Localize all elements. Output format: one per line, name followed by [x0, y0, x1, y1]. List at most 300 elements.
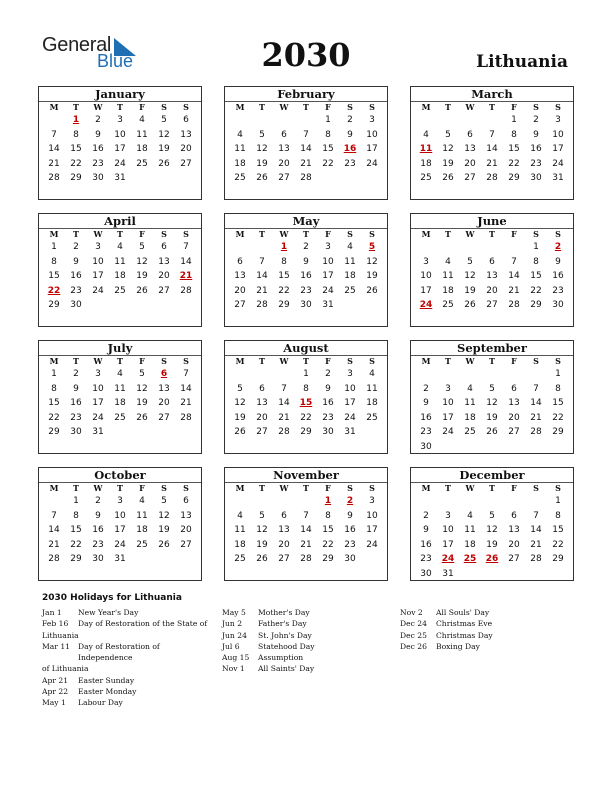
day: 30	[530, 173, 542, 184]
day: 26	[256, 554, 268, 565]
day: 2	[533, 115, 539, 125]
day: 23	[70, 412, 82, 423]
day: 30	[420, 568, 432, 579]
day: 14	[48, 144, 60, 155]
day: 1	[73, 496, 79, 506]
day: 17	[420, 285, 432, 296]
empty-cell	[43, 113, 65, 128]
empty-cell	[437, 494, 459, 509]
day: 20	[234, 285, 246, 296]
holiday-date: Nov 1	[222, 664, 245, 674]
day: 20	[180, 525, 192, 536]
weekday-header	[225, 102, 387, 113]
days-grid	[411, 367, 573, 455]
holiday-entry	[42, 686, 214, 697]
weekday-label: S	[161, 102, 167, 112]
day: 14	[300, 525, 312, 536]
day: 28	[180, 285, 192, 296]
day: 8	[555, 510, 561, 521]
day: 19	[234, 412, 246, 423]
holiday-name: Assumption	[258, 653, 304, 663]
day: 27	[158, 412, 170, 423]
weekday-header	[225, 356, 387, 367]
day: 11	[136, 510, 148, 521]
day: 19	[158, 144, 170, 155]
day: 20	[278, 539, 290, 550]
day: 9	[555, 256, 561, 267]
day: 29	[48, 427, 60, 438]
holiday-name: Easter Sunday	[78, 675, 135, 685]
empty-cell	[295, 494, 317, 509]
day: 30	[322, 427, 334, 438]
weekday-label: S	[161, 483, 167, 493]
weekday-header	[225, 483, 387, 494]
day: 5	[489, 383, 495, 394]
days-grid	[39, 113, 201, 186]
empty-cell	[251, 494, 273, 509]
day: 28	[180, 412, 192, 423]
holiday-day: 2	[554, 242, 562, 252]
day: 21	[486, 158, 498, 169]
day: 11	[464, 525, 476, 536]
day: 21	[508, 285, 520, 296]
day: 27	[278, 173, 290, 184]
day: 15	[530, 271, 542, 282]
holiday-entry	[222, 630, 392, 641]
day: 19	[256, 539, 268, 550]
day: 20	[508, 412, 520, 423]
holiday-column	[222, 607, 392, 675]
weekday-label: W	[93, 483, 103, 493]
day: 26	[158, 158, 170, 169]
day: 22	[70, 539, 82, 550]
day: 10	[114, 510, 126, 521]
day: 15	[322, 144, 334, 155]
weekday-label: M	[49, 229, 59, 239]
day: 12	[464, 271, 476, 282]
day: 1	[303, 369, 309, 379]
month-october	[38, 467, 202, 581]
empty-cell	[459, 240, 481, 255]
holiday-name: All Saints' Day	[258, 664, 315, 674]
holiday-entry	[42, 618, 214, 629]
empty-cell	[229, 494, 251, 509]
day: 16	[70, 271, 82, 282]
day: 27	[234, 300, 246, 311]
month-title: September	[411, 341, 573, 356]
day: 22	[322, 158, 334, 169]
holiday-name: Day of Restoration of Independence	[78, 641, 160, 663]
day: 15	[278, 271, 290, 282]
weekday-header	[411, 229, 573, 240]
day: 21	[300, 539, 312, 550]
weekday-label: S	[161, 356, 167, 366]
day: 18	[234, 539, 246, 550]
day: 13	[278, 525, 290, 536]
day: 7	[183, 242, 189, 252]
holiday-date: Jul 6	[222, 641, 240, 651]
empty-cell	[415, 367, 437, 382]
holiday-name: Christmas Day	[436, 630, 493, 640]
month-title: August	[225, 341, 387, 356]
day: 1	[51, 369, 57, 379]
empty-cell	[481, 494, 503, 509]
day: 4	[423, 129, 429, 140]
day: 5	[139, 369, 145, 379]
day: 24	[344, 412, 356, 423]
day: 1	[555, 496, 561, 506]
day: 24	[114, 539, 126, 550]
holiday-day: 24	[419, 300, 433, 311]
weekday-label: F	[325, 356, 331, 366]
day: 3	[555, 115, 561, 125]
holiday-date: Dec 24	[400, 619, 427, 629]
day: 12	[158, 510, 170, 521]
holiday-column	[42, 607, 214, 709]
holiday-date: May 5	[222, 608, 246, 617]
holiday-day: 1	[280, 242, 288, 252]
day: 6	[183, 496, 189, 506]
day: 7	[533, 383, 539, 394]
holiday-day: 24	[441, 554, 455, 565]
day: 15	[508, 144, 520, 155]
day: 3	[347, 369, 353, 379]
day: 22	[322, 539, 334, 550]
month-november	[224, 467, 388, 581]
day: 7	[51, 510, 57, 521]
day: 25	[136, 158, 148, 169]
day: 23	[344, 158, 356, 169]
day: 8	[303, 383, 309, 394]
logo-text-blue: Blue	[97, 51, 134, 71]
day: 23	[322, 412, 334, 423]
day: 9	[325, 383, 331, 394]
day: 2	[73, 242, 79, 252]
holiday-entry	[222, 618, 392, 629]
day: 12	[486, 525, 498, 536]
day: 27	[464, 173, 476, 184]
day: 20	[256, 412, 268, 423]
day: 7	[281, 383, 287, 394]
weekday-label: S	[369, 483, 375, 493]
weekday-label: M	[49, 483, 59, 493]
day: 20	[180, 144, 192, 155]
day: 24	[92, 412, 104, 423]
holiday-name: Boxing Day	[436, 641, 480, 651]
holiday-date: May 1	[42, 698, 66, 708]
day: 9	[347, 129, 353, 140]
weekday-label: T	[117, 102, 123, 112]
day: 17	[344, 398, 356, 409]
weekday-label: T	[73, 356, 79, 366]
day: 30	[70, 300, 82, 311]
holiday-name: Father's Day	[258, 619, 307, 629]
day: 9	[347, 510, 353, 521]
day: 16	[70, 398, 82, 409]
weekday-label: T	[489, 356, 495, 366]
holiday-name: Statehood Day	[258, 641, 315, 651]
weekday-label: M	[421, 356, 431, 366]
day: 24	[442, 427, 454, 438]
day: 17	[366, 525, 378, 536]
days-grid	[411, 113, 573, 186]
month-july	[38, 340, 202, 454]
day: 11	[234, 525, 246, 536]
weekday-label: W	[93, 356, 103, 366]
days-grid	[225, 240, 387, 313]
day: 7	[303, 510, 309, 521]
day: 25	[420, 173, 432, 184]
day: 26	[136, 412, 148, 423]
weekday-header	[411, 356, 573, 367]
day: 3	[117, 115, 123, 125]
day: 30	[92, 173, 104, 184]
day: 13	[234, 271, 246, 282]
day: 2	[325, 369, 331, 379]
weekday-label: W	[279, 356, 289, 366]
day: 16	[322, 398, 334, 409]
day: 11	[442, 271, 454, 282]
empty-cell	[459, 113, 481, 128]
weekday-label: W	[279, 102, 289, 112]
days-grid	[39, 494, 201, 567]
day: 28	[530, 427, 542, 438]
day: 14	[256, 271, 268, 282]
day: 7	[511, 256, 517, 267]
day: 26	[464, 300, 476, 311]
day: 28	[530, 554, 542, 565]
day: 11	[464, 398, 476, 409]
holiday-name: St. John's Day	[258, 630, 312, 640]
day: 30	[420, 441, 432, 452]
day: 19	[256, 158, 268, 169]
day: 31	[344, 427, 356, 438]
day: 6	[467, 129, 473, 140]
weekday-label: S	[347, 483, 353, 493]
weekday-label: T	[259, 229, 265, 239]
day: 18	[114, 271, 126, 282]
holiday-date: Dec 25	[400, 630, 427, 640]
holiday-day: 1	[72, 115, 80, 125]
weekday-label: F	[325, 102, 331, 112]
day: 3	[445, 383, 451, 394]
day: 23	[300, 285, 312, 296]
holiday-entry	[222, 663, 392, 674]
empty-cell	[525, 494, 547, 509]
weekday-label: F	[511, 356, 517, 366]
day: 3	[423, 256, 429, 267]
days-grid	[39, 240, 201, 313]
weekday-label: W	[93, 102, 103, 112]
holiday-entry	[222, 607, 392, 618]
weekday-label: W	[465, 356, 475, 366]
holiday-entry	[400, 618, 570, 629]
empty-cell	[251, 240, 273, 255]
day: 25	[442, 300, 454, 311]
day: 16	[420, 539, 432, 550]
day: 12	[234, 398, 246, 409]
weekday-label: S	[533, 102, 539, 112]
day: 7	[489, 129, 495, 140]
day: 22	[530, 285, 542, 296]
day: 17	[114, 525, 126, 536]
day: 13	[180, 129, 192, 140]
day: 23	[420, 554, 432, 565]
day: 2	[95, 115, 101, 125]
day: 6	[161, 242, 167, 252]
holiday-entry	[400, 607, 570, 618]
day: 4	[347, 242, 353, 252]
day: 18	[136, 144, 148, 155]
day: 31	[114, 173, 126, 184]
day: 26	[234, 427, 246, 438]
day: 15	[552, 398, 564, 409]
day: 21	[530, 539, 542, 550]
day: 4	[445, 256, 451, 267]
day: 6	[259, 383, 265, 394]
weekday-header	[39, 102, 201, 113]
days-grid	[225, 113, 387, 186]
day: 11	[136, 129, 148, 140]
weekday-label: S	[347, 356, 353, 366]
weekday-label: W	[93, 229, 103, 239]
day: 9	[303, 256, 309, 267]
empty-cell	[437, 113, 459, 128]
day: 10	[92, 256, 104, 267]
day: 28	[300, 554, 312, 565]
day: 3	[95, 369, 101, 379]
day: 24	[366, 158, 378, 169]
weekday-label: W	[465, 229, 475, 239]
day: 6	[281, 510, 287, 521]
day: 15	[48, 271, 60, 282]
holiday-day: 26	[485, 554, 499, 565]
weekday-label: S	[183, 229, 189, 239]
holiday-date: Jan 1	[42, 608, 62, 617]
month-february	[224, 86, 388, 200]
day: 1	[511, 115, 517, 125]
weekday-label: S	[533, 483, 539, 493]
weekday-header	[39, 356, 201, 367]
day: 22	[70, 158, 82, 169]
weekday-label: T	[73, 102, 79, 112]
day: 4	[237, 510, 243, 521]
day: 28	[300, 173, 312, 184]
weekday-label: M	[421, 229, 431, 239]
weekday-label: F	[325, 483, 331, 493]
day: 29	[552, 554, 564, 565]
holiday-entry	[400, 630, 570, 641]
day: 21	[48, 539, 60, 550]
weekday-label: M	[235, 356, 245, 366]
weekday-label: W	[465, 102, 475, 112]
holiday-entry	[400, 641, 570, 652]
day: 14	[278, 398, 290, 409]
day: 4	[117, 369, 123, 379]
day: 27	[486, 300, 498, 311]
month-title: March	[411, 87, 573, 102]
day: 23	[92, 158, 104, 169]
day: 31	[92, 427, 104, 438]
day: 20	[158, 271, 170, 282]
weekday-label: S	[555, 229, 561, 239]
day: 8	[325, 129, 331, 140]
days-grid	[225, 494, 387, 567]
day: 5	[237, 383, 243, 394]
day: 13	[158, 256, 170, 267]
day: 12	[158, 129, 170, 140]
country-name: Lithuania	[476, 52, 568, 72]
empty-cell	[273, 367, 295, 382]
weekday-label: S	[183, 102, 189, 112]
day: 8	[51, 383, 57, 394]
day: 1	[533, 242, 539, 252]
day: 12	[256, 525, 268, 536]
holiday-entry	[42, 607, 214, 618]
weekday-header	[39, 483, 201, 494]
month-title: May	[225, 214, 387, 229]
day: 29	[278, 300, 290, 311]
empty-cell	[43, 494, 65, 509]
holiday-column	[400, 607, 570, 652]
weekday-label: S	[369, 102, 375, 112]
day: 5	[489, 510, 495, 521]
day: 20	[278, 158, 290, 169]
day: 24	[114, 158, 126, 169]
day: 29	[300, 427, 312, 438]
month-june	[410, 213, 574, 327]
day: 6	[489, 256, 495, 267]
day: 14	[486, 144, 498, 155]
weekday-label: S	[347, 102, 353, 112]
day: 11	[366, 383, 378, 394]
day: 8	[73, 129, 79, 140]
day: 22	[552, 539, 564, 550]
day: 1	[555, 369, 561, 379]
day: 1	[325, 115, 331, 125]
holiday-day: 15	[299, 398, 313, 409]
day: 11	[114, 383, 126, 394]
weekday-header	[411, 102, 573, 113]
weekday-label: F	[139, 483, 145, 493]
day: 26	[158, 539, 170, 550]
day: 2	[95, 496, 101, 506]
day: 16	[530, 144, 542, 155]
day: 13	[508, 398, 520, 409]
day: 11	[234, 144, 246, 155]
holiday-day: 16	[343, 144, 357, 155]
day: 3	[369, 496, 375, 506]
day: 19	[366, 271, 378, 282]
day: 10	[420, 271, 432, 282]
day: 23	[530, 158, 542, 169]
day: 12	[366, 256, 378, 267]
day: 29	[322, 554, 334, 565]
weekday-label: M	[421, 483, 431, 493]
weekday-label: S	[533, 229, 539, 239]
day: 22	[552, 412, 564, 423]
weekday-label: F	[139, 356, 145, 366]
day: 11	[344, 256, 356, 267]
day: 16	[92, 525, 104, 536]
day: 22	[300, 412, 312, 423]
day: 22	[278, 285, 290, 296]
month-title: December	[411, 468, 573, 483]
day: 30	[344, 554, 356, 565]
empty-cell	[415, 113, 437, 128]
holiday-date: Feb 16	[42, 619, 69, 629]
day: 16	[344, 525, 356, 536]
